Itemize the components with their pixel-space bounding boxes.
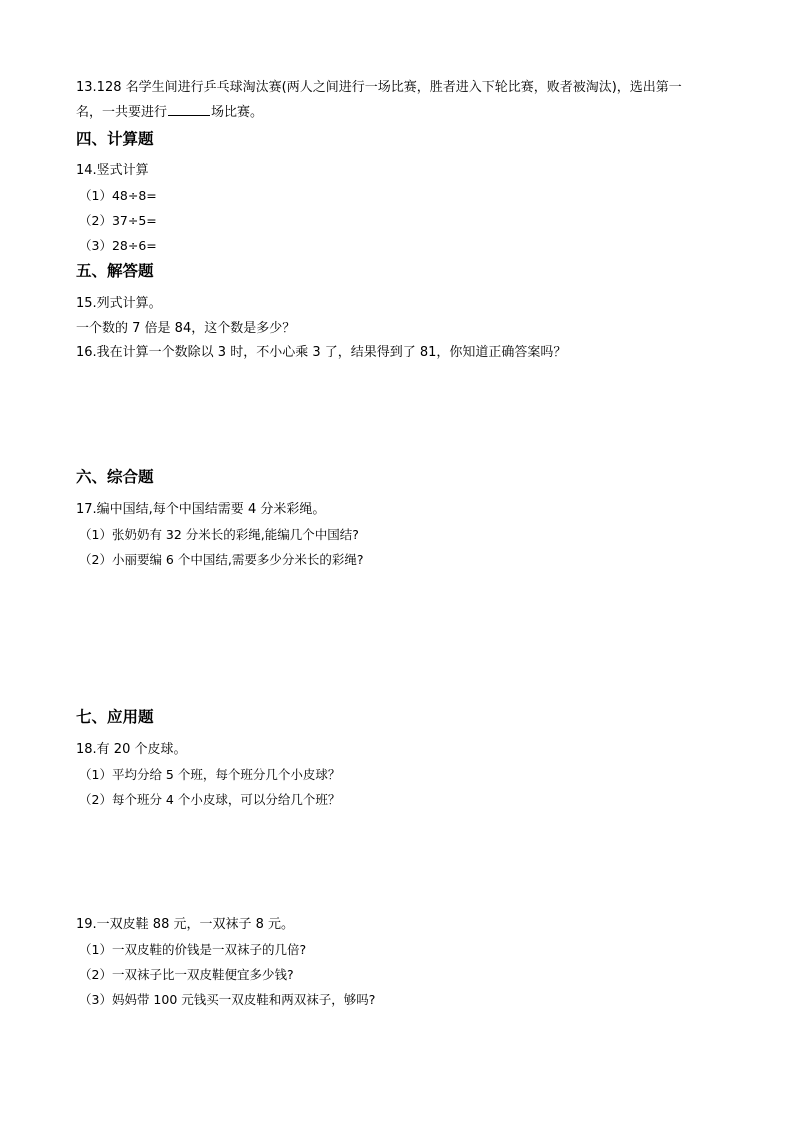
q19-item-3: （3）妈妈带 100 元钱买一双皮鞋和两双袜子，够吗? <box>79 992 376 1007</box>
q18-item-1: （1）平均分给 5 个班，每个班分几个小皮球？ <box>79 767 341 782</box>
section-heading-6: 六、综合题 <box>76 468 154 486</box>
q17-item-2: （2）小丽要编 6 个中国结,需要多少分米长的彩绳? <box>79 552 364 567</box>
q15-title: 15.列式计算。 <box>76 296 162 311</box>
q19-title: 19.一双皮鞋 88 元，一双袜子 8 元。 <box>76 917 295 932</box>
q17-title: 17.编中国结,每个中国结需要 4 分米彩绳。 <box>76 502 326 517</box>
q16-text: 16.我在计算一个数除以 3 时，不小心乘 3 了，结果得到了 81，你知道正确答案吗？ <box>76 345 567 360</box>
q19-item-2: （2）一双袜子比一双皮鞋便宜多少钱? <box>79 967 294 982</box>
q14-item-2: （2）37÷5= <box>79 213 157 228</box>
q14-title: 14.竖式计算 <box>76 163 149 178</box>
q13-line-2 <box>76 103 263 122</box>
section-heading-5: 五、解答题 <box>76 262 154 280</box>
q17-item-1: （1）张奶奶有 32 分米长的彩绳,能编几个中国结? <box>79 527 359 542</box>
q19-item-1: （1）一双皮鞋的价钱是一双袜子的几倍? <box>79 942 307 957</box>
section-heading-4: 四、计算题 <box>76 130 154 148</box>
q13-line-1: 13.128 名学生间进行乒乓球淘汰赛(两人之间进行一场比赛，胜者进入下轮比赛，败者被淘汰)，选出第一 <box>76 80 682 95</box>
q18-title: 18.有 20 个皮球。 <box>76 742 187 757</box>
q13-text-after-blank: 场比赛。 <box>211 105 264 120</box>
q14-item-3: （3）28÷6= <box>79 238 157 253</box>
q14-item-1: （1）48÷8= <box>79 188 157 203</box>
section-heading-7: 七、应用题 <box>76 708 154 726</box>
q13-text-before-blank: 名，一共要进行 <box>76 105 168 120</box>
q18-item-2: （2）每个班分 4 个小皮球，可以分给几个班？ <box>79 792 341 807</box>
q15-text: 一个数的 7 倍是 84，这个数是多少？ <box>76 321 296 336</box>
q13-answer-blank[interactable] <box>168 103 210 116</box>
